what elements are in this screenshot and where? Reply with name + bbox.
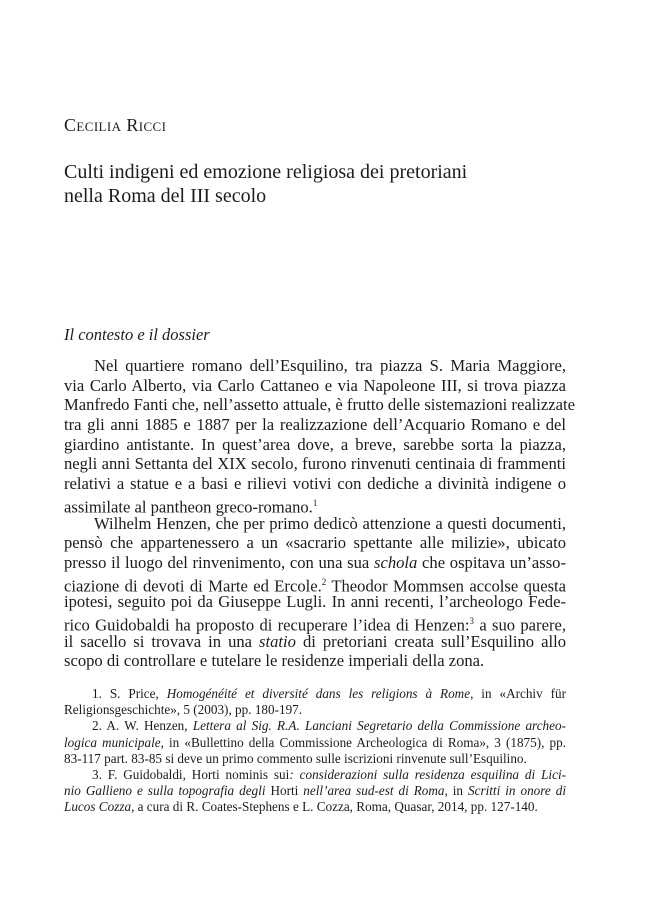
text-fragment: , in — [444, 783, 469, 799]
text-line: negli anni Settanta del XIX secolo, furono rinvenuti centinaia di frammenti — [64, 454, 566, 474]
italic-title: Lettera al Sig. R.A. Lanciani Segretario della Commissione archeo- — [192, 718, 566, 734]
text-fragment: assimilate al pantheon greco-romano. — [64, 497, 313, 517]
text-line: Nel quartiere romano dell’Esquilino, tra piazza S. Maria Maggiore, — [94, 356, 566, 375]
text-line: scopo di controllare e tutelare le residenze imperiali della zona. — [64, 651, 485, 671]
italic-title: Lucos Cozza — [64, 799, 132, 815]
footnote-2-cont: 83-117 part. 83-85 si deve un primo commento sulle iscrizioni rinvenute sull’Esquilino. — [64, 750, 527, 766]
footnote-1-cont: Religionsgeschichte», 5 (2003), pp. 180-197. — [64, 702, 303, 718]
footnote-3-cont — [64, 799, 566, 815]
body-text — [64, 356, 575, 671]
footnote-ref-3[interactable]: 3 — [469, 615, 475, 626]
text-fragment: 3. F. Guidobaldi, Horti nominis sui — [92, 766, 290, 782]
footnotes — [64, 686, 566, 816]
text-line — [64, 494, 566, 517]
section-heading: Il contesto e il dossier — [64, 325, 210, 344]
italic-title: nell’area sud-est di Roma — [303, 783, 445, 799]
chapter-title — [64, 160, 566, 208]
text-fragment: Theodor Mommsen accolse questa — [326, 576, 566, 596]
text-line — [64, 573, 566, 596]
text-fragment: Horti — [265, 783, 304, 799]
text-fragment: 2. A. W. Henzen, — [92, 718, 193, 734]
footnote-ref-2[interactable]: 2 — [321, 576, 327, 587]
text-line: pensò che appartenessero a un «sacrario spettante alle milizie», ubicato — [64, 533, 566, 553]
footnote-2-cont — [64, 735, 566, 751]
text-fragment: a suo parere, — [474, 615, 566, 635]
italic-term: schola — [374, 552, 418, 572]
text-fragment: , in «Archiv für — [470, 686, 566, 701]
author-last-name: Ricci — [126, 115, 167, 135]
text-line — [64, 553, 566, 573]
text-fragment: 1. S. Price, — [92, 686, 167, 701]
text-fragment: , a cura di R. Coates-Stephens e L. Cozza, Roma, Quasar, 2014, pp. 127-140. — [131, 799, 538, 815]
book-page — [64, 0, 575, 910]
text-line — [64, 632, 566, 652]
italic-term: statio — [259, 631, 296, 651]
text-fragment: presso il luogo del rinvenimento, con una sua — [64, 552, 374, 572]
text-line: via Carlo Alberto, via Carlo Cattaneo e via Napoleone III, si trova piazza — [64, 375, 566, 395]
text-fragment: che ospitava un’asso- — [417, 552, 566, 572]
text-line — [64, 612, 566, 635]
italic-title: : considerazioni sulla residenza esquilina di Lici- — [289, 766, 566, 782]
text-line: tra gli anni 1885 e 1887 per la realizzazione dell’Acquario Romano e del — [64, 415, 566, 435]
author-name — [64, 115, 166, 136]
text-fragment: rico Guidobaldi ha proposto di recuperare l’idea di Henzen: — [64, 615, 470, 635]
italic-title: Homogénéité et diversité dans les religions à Rome — [166, 686, 471, 701]
text-line: Manfredo Fanti che, nell’assetto attuale, è frutto delle sistemazioni realizzate — [64, 395, 575, 415]
chapter-title-line: Culti indigeni ed emozione religiosa dei pretoriani — [64, 161, 468, 183]
text-fragment: , in «Bullettino della Commissione Archeologica di Roma», 3 (1875), pp. — [160, 734, 566, 750]
italic-title: Scritti in onore di — [468, 783, 566, 799]
text-line: giardino antistante. In quest’area dove, a breve, sarebbe sorta la piazza, — [64, 434, 566, 454]
text-fragment: di pretoriani creata sull’Esquilino allo — [295, 631, 566, 651]
text-line: relativi a statue e a basi e rilievi votivi con dediche a divinità indigene o — [64, 474, 566, 494]
footnote-ref-1[interactable]: 1 — [312, 497, 318, 508]
chapter-title-line: nella Roma del III secolo — [64, 185, 267, 207]
text-line: ipotesi, seguito poi da Giuseppe Lugli. In anni recenti, l’archeologo Fede- — [64, 592, 566, 612]
author-first-name: Cecilia — [64, 115, 122, 135]
italic-title: logica municipale — [64, 734, 161, 750]
footnote-1 — [64, 686, 566, 702]
footnote-3-cont — [64, 783, 566, 799]
text-line: Wilhelm Henzen, che per primo dedicò attenzione a questi documenti, — [94, 513, 566, 533]
text-fragment: il sacello si trovava in una — [64, 631, 260, 651]
footnote-3 — [64, 767, 566, 783]
footnote-2 — [64, 718, 566, 734]
italic-title: nio Gallieno e sulla topografia degli — [64, 783, 266, 799]
text-fragment: ciazione di devoti di Marte ed Ercole. — [64, 576, 322, 596]
